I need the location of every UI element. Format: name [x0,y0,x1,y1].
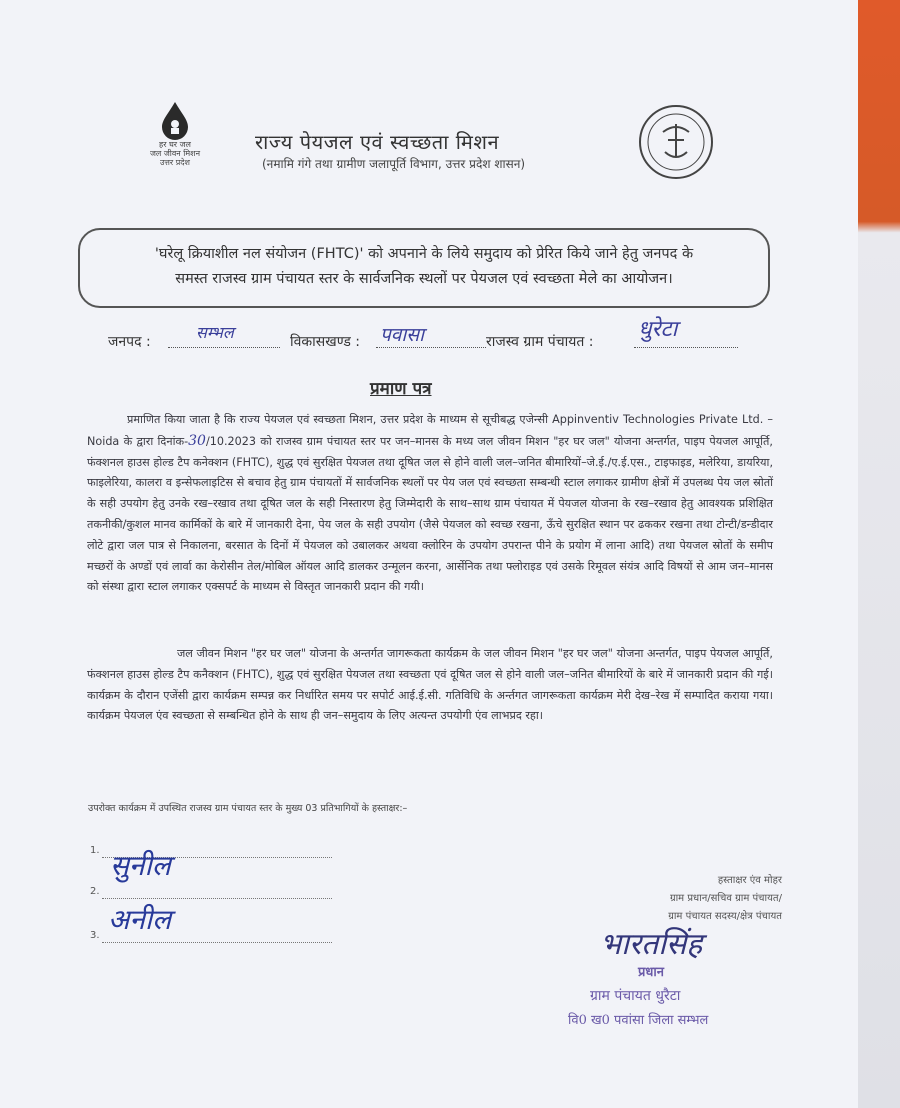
district-value: सम्भल [196,323,234,342]
panchayat-value: धुरेटा [638,317,678,342]
logo-text-1: हर घर जल [159,140,191,149]
location-fields [108,317,738,357]
event-banner [78,228,770,308]
signatory-line-3 [102,941,332,943]
stamp-line-3: वि0 ख0 पवांसा जिला सम्भल [568,1013,709,1028]
p1-text-b: को राजस्व ग्राम पंचायत स्तर पर जन–मानस के मध्य जल जीवन मिशन "हर घर जल" योजना अन्तर्गत, पाइप पेयजल आपूर्ति, फंक्शनल हाउस होल्ड टैप कनेक्शन (FHTC), शुद्ध एवं सुरक्षित पेयजल तथा दूषित जल से होने वाली जल–जनित बीमारियों–जे.ई./ए.ई.एस., टाइफाइड, मलेरिया, डायरिया, फाइलेरिया, कालरा व इन्सेफलाइटिस से बचाव हेतु ग्राम पंचायतों में सार्वजनिक स्थलों पर पेय जल एवं स्वच्छता सम्बन्धी स्टाल लगाकर ग्रामीण क्षेत्रों में उपलब्ध पेय जल स्रोतों के सही उपयोग हेतु उनके रख–रखाव तथा दूषित जल के सही निस्तारण हेतु जिम्मेदारी के साथ–साथ ग्राम पंचायत में पेयजल योजना के रख–रखाव हेतु आवश्यक प्रशिक्षित तकनीकी/कुशल मानव कार्मिकों के बारे में जानकारी देना, पेय जल के सही उपयोग (जैसे पेयजल को स्वच्छ रखना, ऊँचे सुरक्षित स्थान पर ढककर रखना तथा टोन्टी/डन्डीदार लोटे द्वारा जल पात्र से निकालना, बरसात के दिनों में पेयजल को उबालकर अथवा क्लोरिन के उपयोग उपरान्त पीने के प्रयोग में लाना आदि) तथा पेयजल स्रोतों के समीप मच्छरों के अण्डों एवं लार्वा का केरोसीन तेल/मोबिल ऑयल आदि डालकर उन्मूलन करना, आर्सेनिक तथा फ्लोराइड एवं उसके रिमूवल संयंत्र आदि विषयों से आम जन–मानस को संस्था द्वारा स्टाल लगाकर एक्सपर्ट के माध्यम से विस्तृत जानकारी प्रदान की गयी। [87,434,773,594]
banner-line-2: समस्त राजस्व ग्राम पंचायत स्तर के सार्वजनिक स्थलों पर पेयजल एवं स्वच्छता मेले का आयोजन। [175,271,673,287]
p1-date-printed: /10.2023 [205,434,256,448]
authority-line-2: ग्राम प्रधान/सचिव ग्राम पंचायत/ [669,893,782,904]
pradhan-signature: भारतसिंह [600,927,703,962]
p1-text-a: प्रमाणित किया जाता है कि राज्य पेयजल एवं स्वच्छता मिशन, उत्तर प्रदेश के माध्यम से सूचीबद्ध एजेन्सी Appinventiv Technologies Private Ltd. – Noida के द्वारा दिनांक- [87,413,773,448]
p1-date-handwritten: 30 [188,432,206,449]
signatory-line-2 [102,897,332,899]
signatory-1-signature: सुनील [110,849,171,882]
authority-line-3: ग्राम पंचायत सदस्य/क्षेत्र पंचायत [668,911,782,922]
signatory-number-2: 2. [90,886,100,897]
district-label: जनपद : [108,334,151,350]
panchayat-label: राजस्व ग्राम पंचायत : [486,334,594,350]
signatory-number-1: 1. [90,845,100,856]
certificate-heading: प्रमाण पत्र [370,379,432,399]
mission-subtitle: (नमामि गंगे तथा ग्रामीण जलापूर्ति विभाग, उत्तर प्रदेश शासन) [262,157,526,171]
signatory-2-signature: अनील [108,903,172,936]
block-label: विकासखण्ड : [290,334,361,350]
certificate-paragraph-2: जल जीवन मिशन "हर घर जल" योजना के अन्तर्गत जागरूकता कार्यक्रम के जल जीवन मिशन "हर घर जल" योजना अन्तर्गत, पाइप पेयजल आपूर्ति, फंक्शनल हाउस होल्ड टैप कनैक्शन (FHTC), शुद्ध एवं सुरक्षित पेयजल तथा स्वच्छता एवं दूषित जल से होने वाली जल–जनित बीमारियों के बारे में जानकारी प्रदान की गई। कार्यक्रम के दौरान एजेंसी द्वारा कार्यक्रम सम्पन्न कर निर्धारित समय पर सपोर्ट आई.ई.सी. गतिविधि के अर्न्तगत जागरूकता कार्यक्रम मेरी देख–रेख में सम्पादित कराया गया। कार्यक्रम पेयजल एंव स्वच्छता से सम्बन्धित होने के साथ ही जन–समुदाय के लिए अत्यन्त उपयोगी एंव लाभप्रद रहा। [87,647,773,723]
block-value: पवासा [380,324,425,346]
mission-title: राज्य पेयजल एवं स्वच्छता मिशन [255,130,500,154]
up-government-seal [633,102,719,182]
stamp-line-1: प्रधान [638,965,664,980]
har-ghar-jal-logo [130,100,220,180]
water-drop-icon [158,100,192,140]
authority-signature-block [572,872,782,926]
banner-line-1: 'घरेलू क्रियाशील नल संयोजन (FHTC)' को अपनाने के लिये समुदाय को प्रेरित किये जाने हेतु जनपद के [154,246,694,262]
certificate-paragraph-1 [87,410,773,598]
signatory-number-3: 3. [90,930,100,941]
logo-text-3: उत्तर प्रदेश [160,158,190,167]
stamp-line-2: ग्राम पंचायत धुरैटा [590,988,681,1004]
logo-text-2: जल जीवन मिशन [149,149,201,158]
signatories-intro: उपरोक्त कार्यक्रम में उपस्थित राजस्व ग्राम पंचायत स्तर के मुख्य 03 प्रतिभागियों के हस्ताक्षर:– [88,803,408,814]
authority-line-1: हस्ताक्षर एंव मोहर [717,875,782,886]
